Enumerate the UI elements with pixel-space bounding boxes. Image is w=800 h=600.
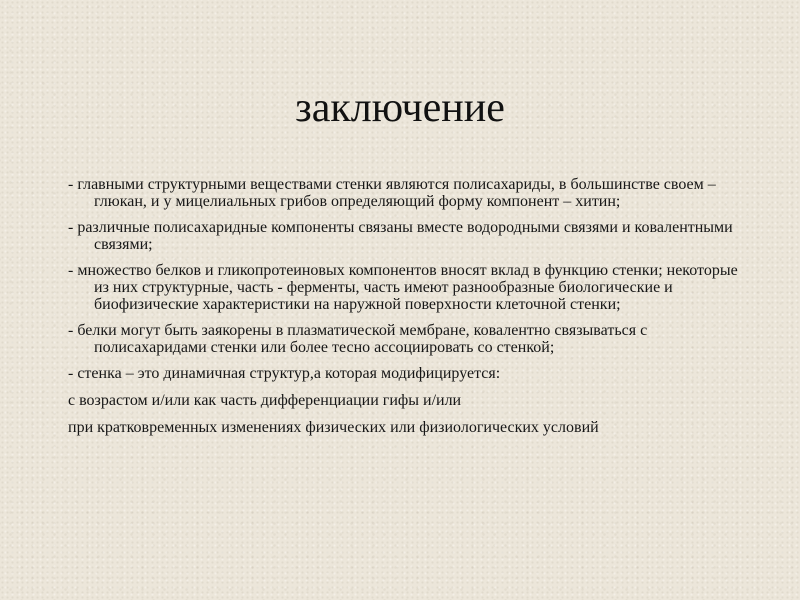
bullet-paragraph: - различные полисахаридные компоненты связаны вместе водородными связями и ковалентными связями; [68, 219, 733, 253]
bullet-paragraph: - множество белков и гликопротеиновых компонентов вносят вклад в функцию стенки; некоторые из них структурные, часть - ферменты, часть имеют разнообразные биологические и биофизические характеристики на наружной поверхности клеточной стенки; [68, 262, 738, 313]
slide-title: заключение [295, 85, 505, 131]
bullet-paragraph: - стенка – это динамичная структур,а которая модифицируется: [68, 365, 501, 382]
bullet-paragraph: - белки могут быть заякорены в плазматической мембране, ковалентно связываться с полисахаридами стенки или более тесно ассоциировать со стенкой; [68, 322, 648, 356]
body-line: при кратковременных изменениях физических или физиологических условий [68, 419, 599, 436]
body-line: с возрастом и/или как часть дифференциации гифы и/или [68, 392, 462, 409]
bullet-paragraph: - главными структурными веществами стенки являются полисахариды, в большинстве своем – глюкан, и у мицелиальных грибов определяющий форму компонент – хитин; [68, 176, 716, 210]
slide-body [68, 176, 740, 442]
